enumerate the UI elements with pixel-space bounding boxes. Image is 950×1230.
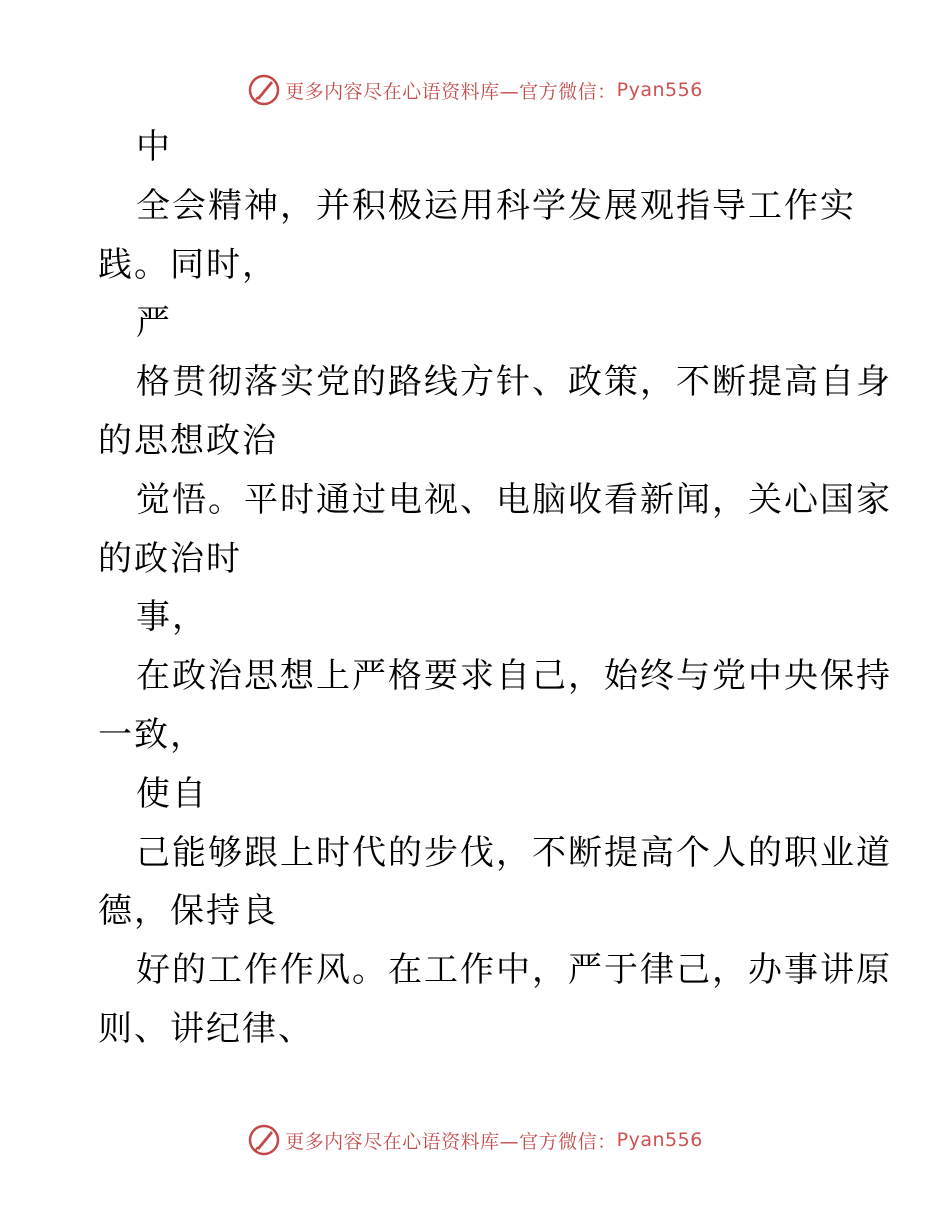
text-line: 德，保持良 [98,891,278,932]
text-line: 使自 [136,773,208,814]
watermark-wechat-id: Pyan556 [616,1129,703,1151]
text-line: 践。同时， [98,244,278,285]
header-watermark [0,70,950,110]
document-body [98,118,892,1059]
footer-watermark [0,1120,950,1160]
text-line: 的思想政治 [98,420,278,461]
text-line: 则、讲纪律、 [98,1008,314,1049]
text-line: 的政治时 [98,538,242,579]
text-line: 觉悟。平时通过电视、电脑收看新闻，关心国家 [136,479,892,520]
text-line: 全会精神，并积极运用科学发展观指导工作实 [136,185,856,226]
text-line: 事， [136,597,208,638]
watermark-wechat-id: Pyan556 [616,79,703,101]
text-line: 一致， [98,714,206,755]
text-line: 严 [136,303,172,344]
text-line: 中 [136,127,172,167]
watermark-text: 更多内容尽在心语资料库—官方微信： [285,80,617,103]
text-line: 好的工作作风。在工作中，严于律己，办事讲原 [136,950,892,991]
text-line: 在政治思想上严格要求自己，始终与党中央保持 [136,656,892,697]
feather-pen-logo-icon [247,1123,281,1157]
text-line: 格贯彻落实党的路线方针、政策，不断提高自身 [136,362,892,403]
feather-pen-logo-icon [247,73,281,107]
watermark-text: 更多内容尽在心语资料库—官方微信： [285,1130,617,1153]
text-line: 己能够跟上时代的步伐，不断提高个人的职业道 [136,832,892,873]
